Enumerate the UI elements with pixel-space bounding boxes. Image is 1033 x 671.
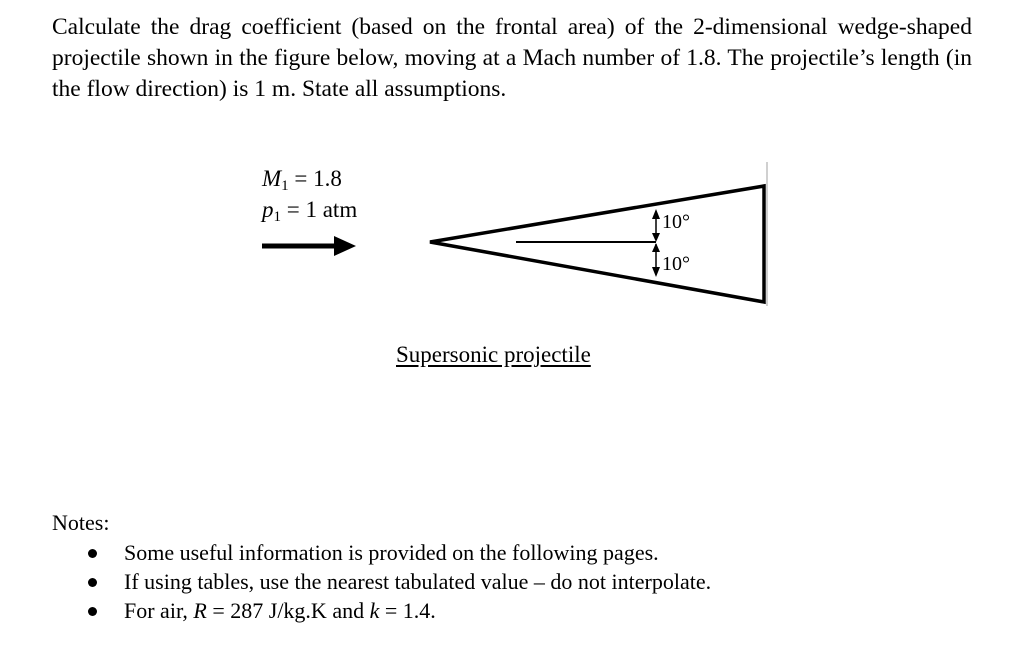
mach-number-label: $M_1 = 1.8$ <box>262 166 342 194</box>
note-item: If using tables, use the nearest tabulated value – do not interpolate. <box>88 567 711 596</box>
wedge-shape <box>430 162 767 306</box>
pressure-label: $p_1 = 1$ atm <box>262 197 358 225</box>
upper-angle-label: 10° <box>662 211 690 233</box>
flow-arrow <box>262 236 356 256</box>
figure-caption: Supersonic projectile <box>396 342 591 367</box>
problem-statement: Calculate the drag coefficient (based on the frontal area) of the 2-dimensional wedge-shaped projectile shown in the figure below, moving at a Mach number of 1.8. The projectile’s length (in the flow direction) is 1 m. State all assumptions. <box>52 14 972 102</box>
lower-angle-label: 10° <box>662 253 690 275</box>
note-item: Some useful information is provided on the following pages. <box>88 538 711 567</box>
notes-title: Notes: <box>52 510 110 535</box>
note-item: For air, R = 287 J/kg.K and k = 1.4. <box>88 596 711 625</box>
notes-list <box>88 538 711 625</box>
